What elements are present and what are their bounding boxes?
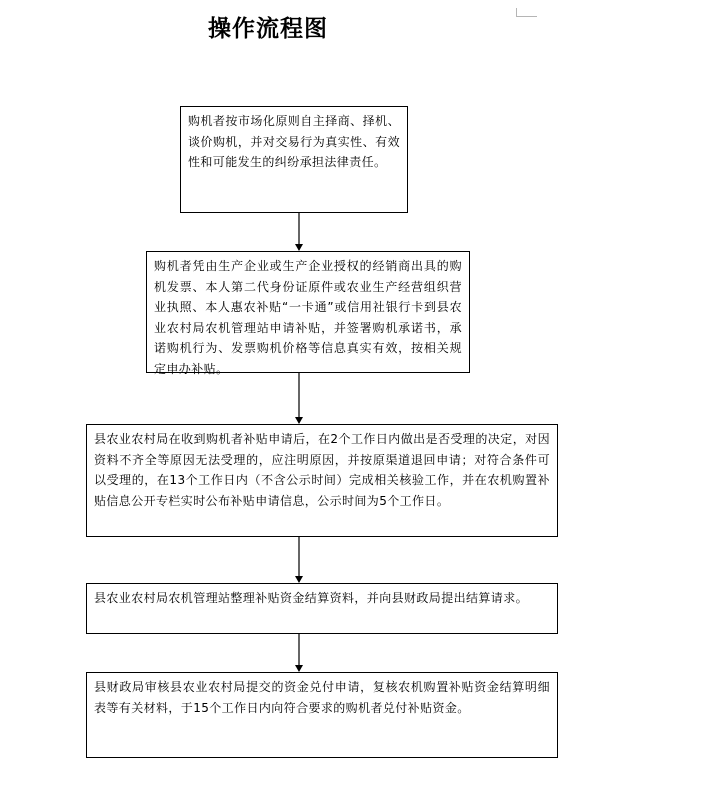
step-5-text: 县财政局审核县农业农村局提交的资金兑付申请，复核农机购置补贴资金结算明细表等有关材料，于15个工作日内向符合要求的购机者兑付补贴资金。 [94, 680, 550, 715]
step-2-text: 购机者凭由生产企业或生产企业授权的经销商出具的购机发票、本人第二代身份证原件或农业生产经营组织营业执照、本人惠农补贴“一卡通”或信用社银行卡到县农业农村局农机管理站申请补贴，并签署购机承诺书，承诺购机行为、发票购机价格等信息真实有效，按相关规定申办补贴。 [154, 259, 462, 376]
step-4-text: 县农业农村局农机管理站整理补贴资金结算资料，并向县财政局提出结算请求。 [94, 591, 529, 605]
step-1-text: 购机者按市场化原则自主择商、择机、谈价购机，并对交易行为真实性、有效性和可能发生的纠纷承担法律责任。 [188, 114, 400, 169]
page-title: 操作流程图 [208, 16, 328, 42]
step-3-text: 县农业农村局在收到购机者补贴申请后，在2个工作日内做出是否受理的决定，对因资料不齐全等原因无法受理的，应注明原因，并按原渠道退回申请；对符合条件可以受理的，在13个工作日内（不含公示时间）完成相关核验工作，并在农机购置补贴信息公开专栏实时公布补贴申请信息，公示时间为5个工作日。 [94, 432, 550, 508]
